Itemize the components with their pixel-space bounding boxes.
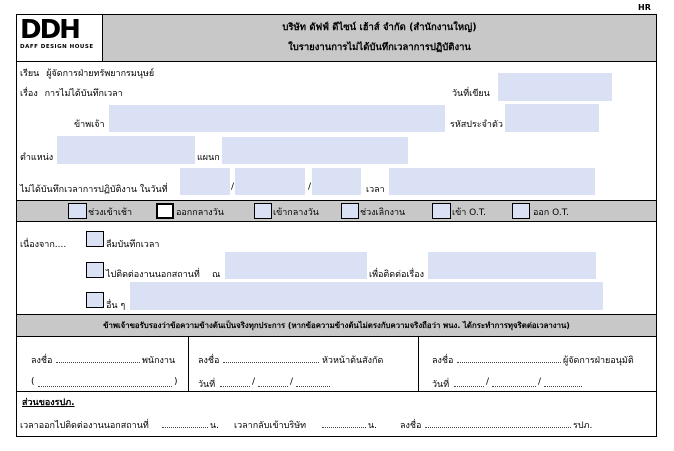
security-title: ส่วนของรปภ.	[22, 398, 75, 408]
to-label: เรียน	[20, 69, 40, 79]
frame-right	[656, 14, 657, 436]
frame-bottom	[16, 436, 657, 437]
reason-forgot-label: ลืมบันทึกเวลา	[106, 240, 160, 250]
header-bottom-line	[16, 61, 656, 62]
approver-month-dots	[492, 386, 536, 387]
time-type-bottom-line	[16, 221, 656, 222]
employee-sign-label: ลงชื่อ	[31, 356, 53, 366]
time-type-checkbox-lunch-out[interactable]	[156, 203, 174, 219]
employee-close-paren: )	[174, 377, 178, 387]
security-out-label: เวลาออกไปติดต่องานนอกสถานที่	[20, 421, 149, 431]
employee-sign-dots	[56, 362, 140, 363]
approver-sign-dots	[457, 362, 561, 363]
signature-divider-2	[418, 336, 419, 391]
supervisor-month-dots	[258, 386, 288, 387]
company-name: บริษัท ดัฟฟ์ ดีไซน์ เฮ้าส์ จำกัด (สำนักงานใหญ่)	[282, 22, 477, 33]
security-out-unit: น.	[210, 421, 220, 431]
reason-other-checkbox[interactable]	[86, 292, 104, 308]
approver-role: ผู้จัดการฝ่ายอนุมัติ	[563, 356, 634, 366]
security-back-label: เวลากลับเข้าบริษัท	[234, 421, 307, 431]
time-type-label-morning-in: ช่วงเข้าเช้า	[88, 208, 133, 218]
guard-sign-dots	[425, 427, 571, 428]
time-type-checkbox-lunch-in[interactable]	[254, 203, 272, 219]
reason-offsite-place-field[interactable]	[225, 252, 367, 279]
certify-text: ข้าพเจ้าขอรับรองว่าข้อความข้างต้นเป็นจริงทุกประการ (หากข้อความข้างต้นไม่ตรงกับความจริงถือว่า พนง. ได้กระทำการทุจริตต่อเวลางาน)	[103, 321, 570, 330]
time-type-label-lunch-in: เข้ากลางวัน	[273, 208, 319, 218]
to-line	[20, 66, 154, 80]
form-code: HR	[638, 3, 651, 12]
logo-mark: DDH	[20, 15, 79, 45]
form-title: ใบรายงานการไม่ได้บันทึกเวลาการปฏิบัติงาน	[288, 42, 471, 53]
guard-sign-label: ลงชื่อ	[400, 421, 422, 431]
to-value: ผู้จัดการฝ่ายทรัพยากรมนุษย์	[46, 69, 155, 79]
department-label: แผนก	[197, 153, 220, 163]
supervisor-sign-label: ลงชื่อ	[198, 356, 220, 366]
missed-date-slash-2: /	[308, 182, 312, 192]
missed-date-label: ไม่ได้บันทึกเวลาการปฏิบัติงาน ในวันที่	[20, 185, 168, 195]
employee-name-dots	[38, 386, 172, 387]
reason-contact-label: เพื่อติดต่อเรื่อง	[369, 270, 425, 280]
reason-offsite-checkbox[interactable]	[86, 262, 104, 278]
frame-left	[16, 14, 17, 436]
position-field[interactable]	[57, 136, 195, 164]
supervisor-day-dots	[220, 386, 250, 387]
supervisor-sign-dots	[223, 362, 319, 363]
reason-offsite-at-label: ณ	[212, 270, 221, 280]
employee-role: พนักงาน	[142, 356, 176, 366]
approver-date-slash-2: /	[538, 377, 542, 387]
missed-year-field[interactable]	[312, 168, 361, 195]
certify-bottom-line	[16, 336, 656, 337]
reason-other-field[interactable]	[130, 282, 603, 310]
security-top-line	[16, 391, 656, 392]
security-back-dots	[322, 427, 366, 428]
time-type-checkbox-morning-in[interactable]	[68, 203, 87, 219]
reason-label: เนื่องจาก....	[20, 240, 67, 250]
guard-role: รปภ.	[573, 421, 593, 431]
time-label: เวลา	[366, 185, 385, 195]
supervisor-year-dots	[296, 386, 330, 387]
missed-month-field[interactable]	[235, 168, 305, 195]
employee-id-label: รหัสประจำตัว	[450, 120, 503, 130]
supervisor-role: หัวหน้าต้นสังกัด	[322, 356, 384, 366]
reason-contact-field[interactable]	[428, 252, 596, 279]
supervisor-date-slash-2: /	[290, 377, 294, 387]
supervisor-date-slash-1: /	[252, 377, 256, 387]
logo-tagline: DAFF DESIGN HOUSE	[20, 44, 94, 50]
name-field[interactable]	[109, 105, 445, 132]
security-out-dots	[162, 427, 208, 428]
missed-day-field[interactable]	[180, 168, 230, 195]
signature-divider-1	[188, 336, 189, 391]
subject-label: เรื่อง	[20, 89, 38, 99]
approver-sign-label: ลงชื่อ	[432, 356, 454, 366]
time-type-label-ot-in: เข้า O.T.	[452, 208, 487, 218]
supervisor-date-label: วันที่	[198, 380, 216, 390]
approver-day-dots	[454, 386, 484, 387]
subject-line	[20, 86, 123, 100]
time-type-checkbox-ot-out[interactable]	[512, 203, 530, 219]
approver-date-slash-1: /	[486, 377, 490, 387]
date-written-field[interactable]	[498, 73, 612, 101]
time-type-label-ot-out: ออก O.T.	[533, 208, 569, 218]
time-type-checkbox-ot-in[interactable]	[432, 203, 451, 219]
name-label: ข้าพเจ้า	[74, 120, 105, 130]
approver-year-dots	[544, 386, 582, 387]
missed-date-slash-1: /	[231, 182, 235, 192]
subject-value: การไม่ได้บันทึกเวลา	[44, 89, 123, 99]
time-type-checkbox-end-of-day[interactable]	[341, 203, 359, 219]
time-type-label-lunch-out: ออกกลางวัน	[176, 208, 224, 218]
employee-open-paren: (	[31, 377, 35, 387]
position-label: ตำแหน่ง	[20, 153, 54, 163]
employee-id-field[interactable]	[505, 104, 599, 132]
time-type-label-end-of-day: ช่วงเลิกงาน	[360, 208, 406, 218]
company-logo	[20, 17, 98, 59]
reason-forgot-checkbox[interactable]	[86, 231, 104, 247]
reason-offsite-label: ไปติดต่องานนอกสถานที่	[106, 270, 200, 280]
date-written-label: วันที่เขียน	[452, 89, 490, 99]
time-field[interactable]	[389, 168, 595, 195]
department-field[interactable]	[222, 137, 408, 164]
reason-other-label: อื่น ๆ	[106, 301, 126, 311]
approver-date-label: วันที่	[432, 380, 450, 390]
security-back-unit: น.	[368, 421, 378, 431]
